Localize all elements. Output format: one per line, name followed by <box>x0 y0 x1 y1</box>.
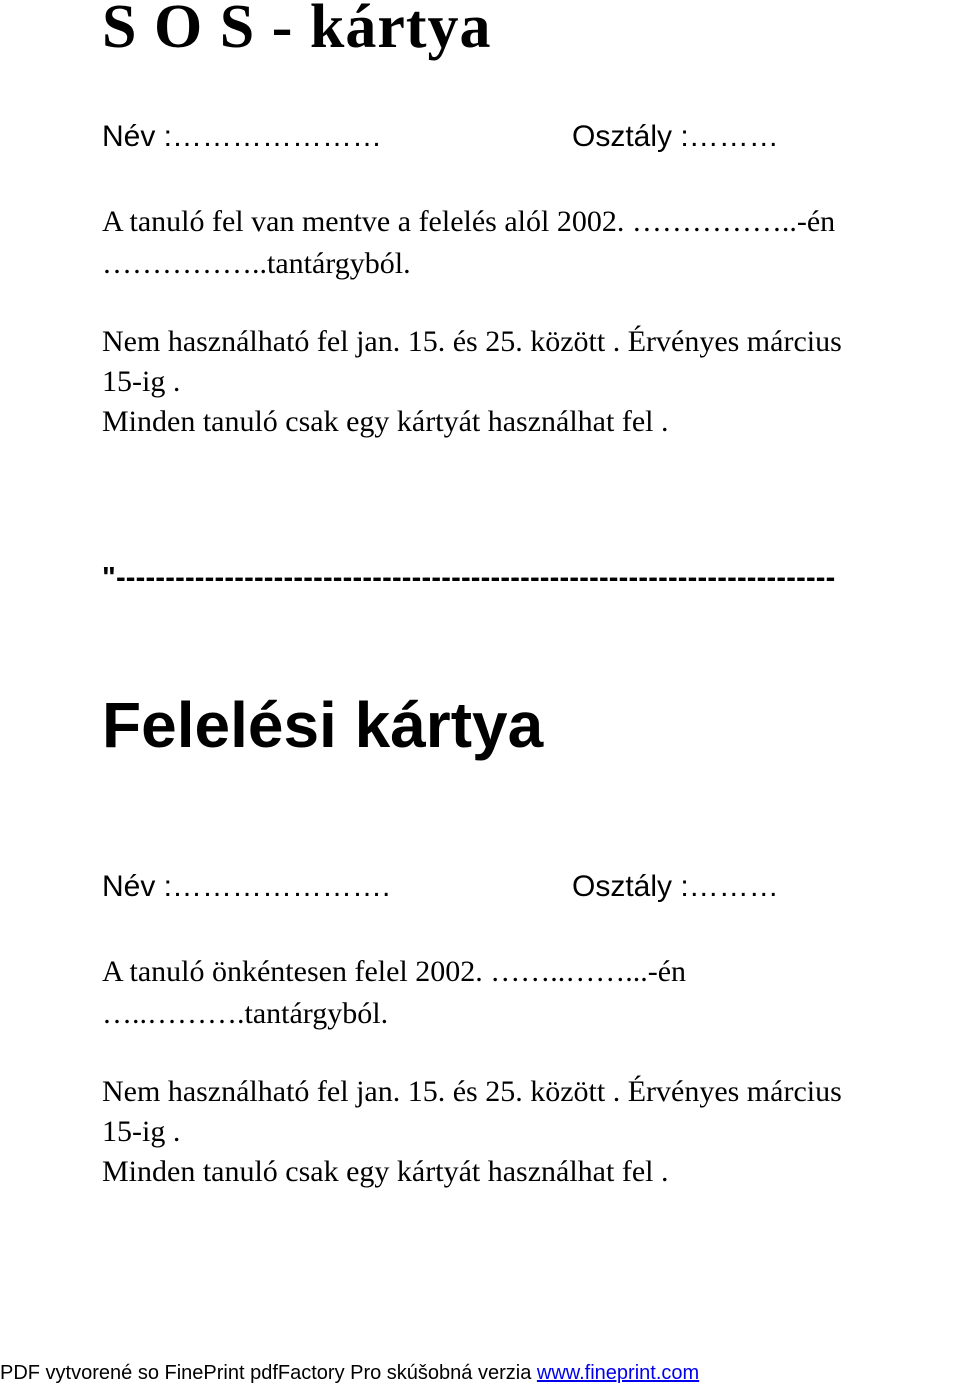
sos-exemption-line: A tanuló fel van mentve a felelés alól 2002. ……………..-én <box>102 205 836 238</box>
answer-subject-line: …..……….tantárgyból. <box>102 997 389 1030</box>
answer-name-field: Név :…………………. <box>102 870 391 903</box>
answer-card-title: Felelési kártya <box>102 689 544 761</box>
answer-class-field: Osztály :……… <box>572 870 779 903</box>
answer-validity-line: Nem használható fel jan. 15. és 25. között . Érvényes március <box>102 1075 842 1108</box>
answer-rule-line: Minden tanuló csak egy kártyát használhat fel . <box>102 1155 669 1188</box>
footer-text: PDF vytvorené so FinePrint pdfFactory Pro skúšobná verzia <box>0 1362 537 1384</box>
cut-line-divider: "------------------------------------------------------------------------- <box>102 562 836 594</box>
answer-volunteer-line: A tanuló önkéntesen felel 2002. ……..……...-én <box>102 955 687 988</box>
sos-rule-line: Minden tanuló csak egy kártyát használhat fel . <box>102 405 669 438</box>
sos-validity-end-line: 15-ig . <box>102 365 181 398</box>
answer-validity-end-line: 15-ig . <box>102 1115 181 1148</box>
sos-card-title: S O S - kártya <box>102 0 492 61</box>
sos-name-field: Név :………………… <box>102 120 383 153</box>
sos-class-field: Osztály :……… <box>572 120 779 153</box>
pdf-footer <box>0 1362 699 1385</box>
sos-subject-line: ……………..tantárgyból. <box>102 247 411 280</box>
sos-validity-line: Nem használható fel jan. 15. és 25. között . Érvényes március <box>102 325 842 358</box>
footer-link[interactable]: www.fineprint.com <box>536 1362 700 1384</box>
